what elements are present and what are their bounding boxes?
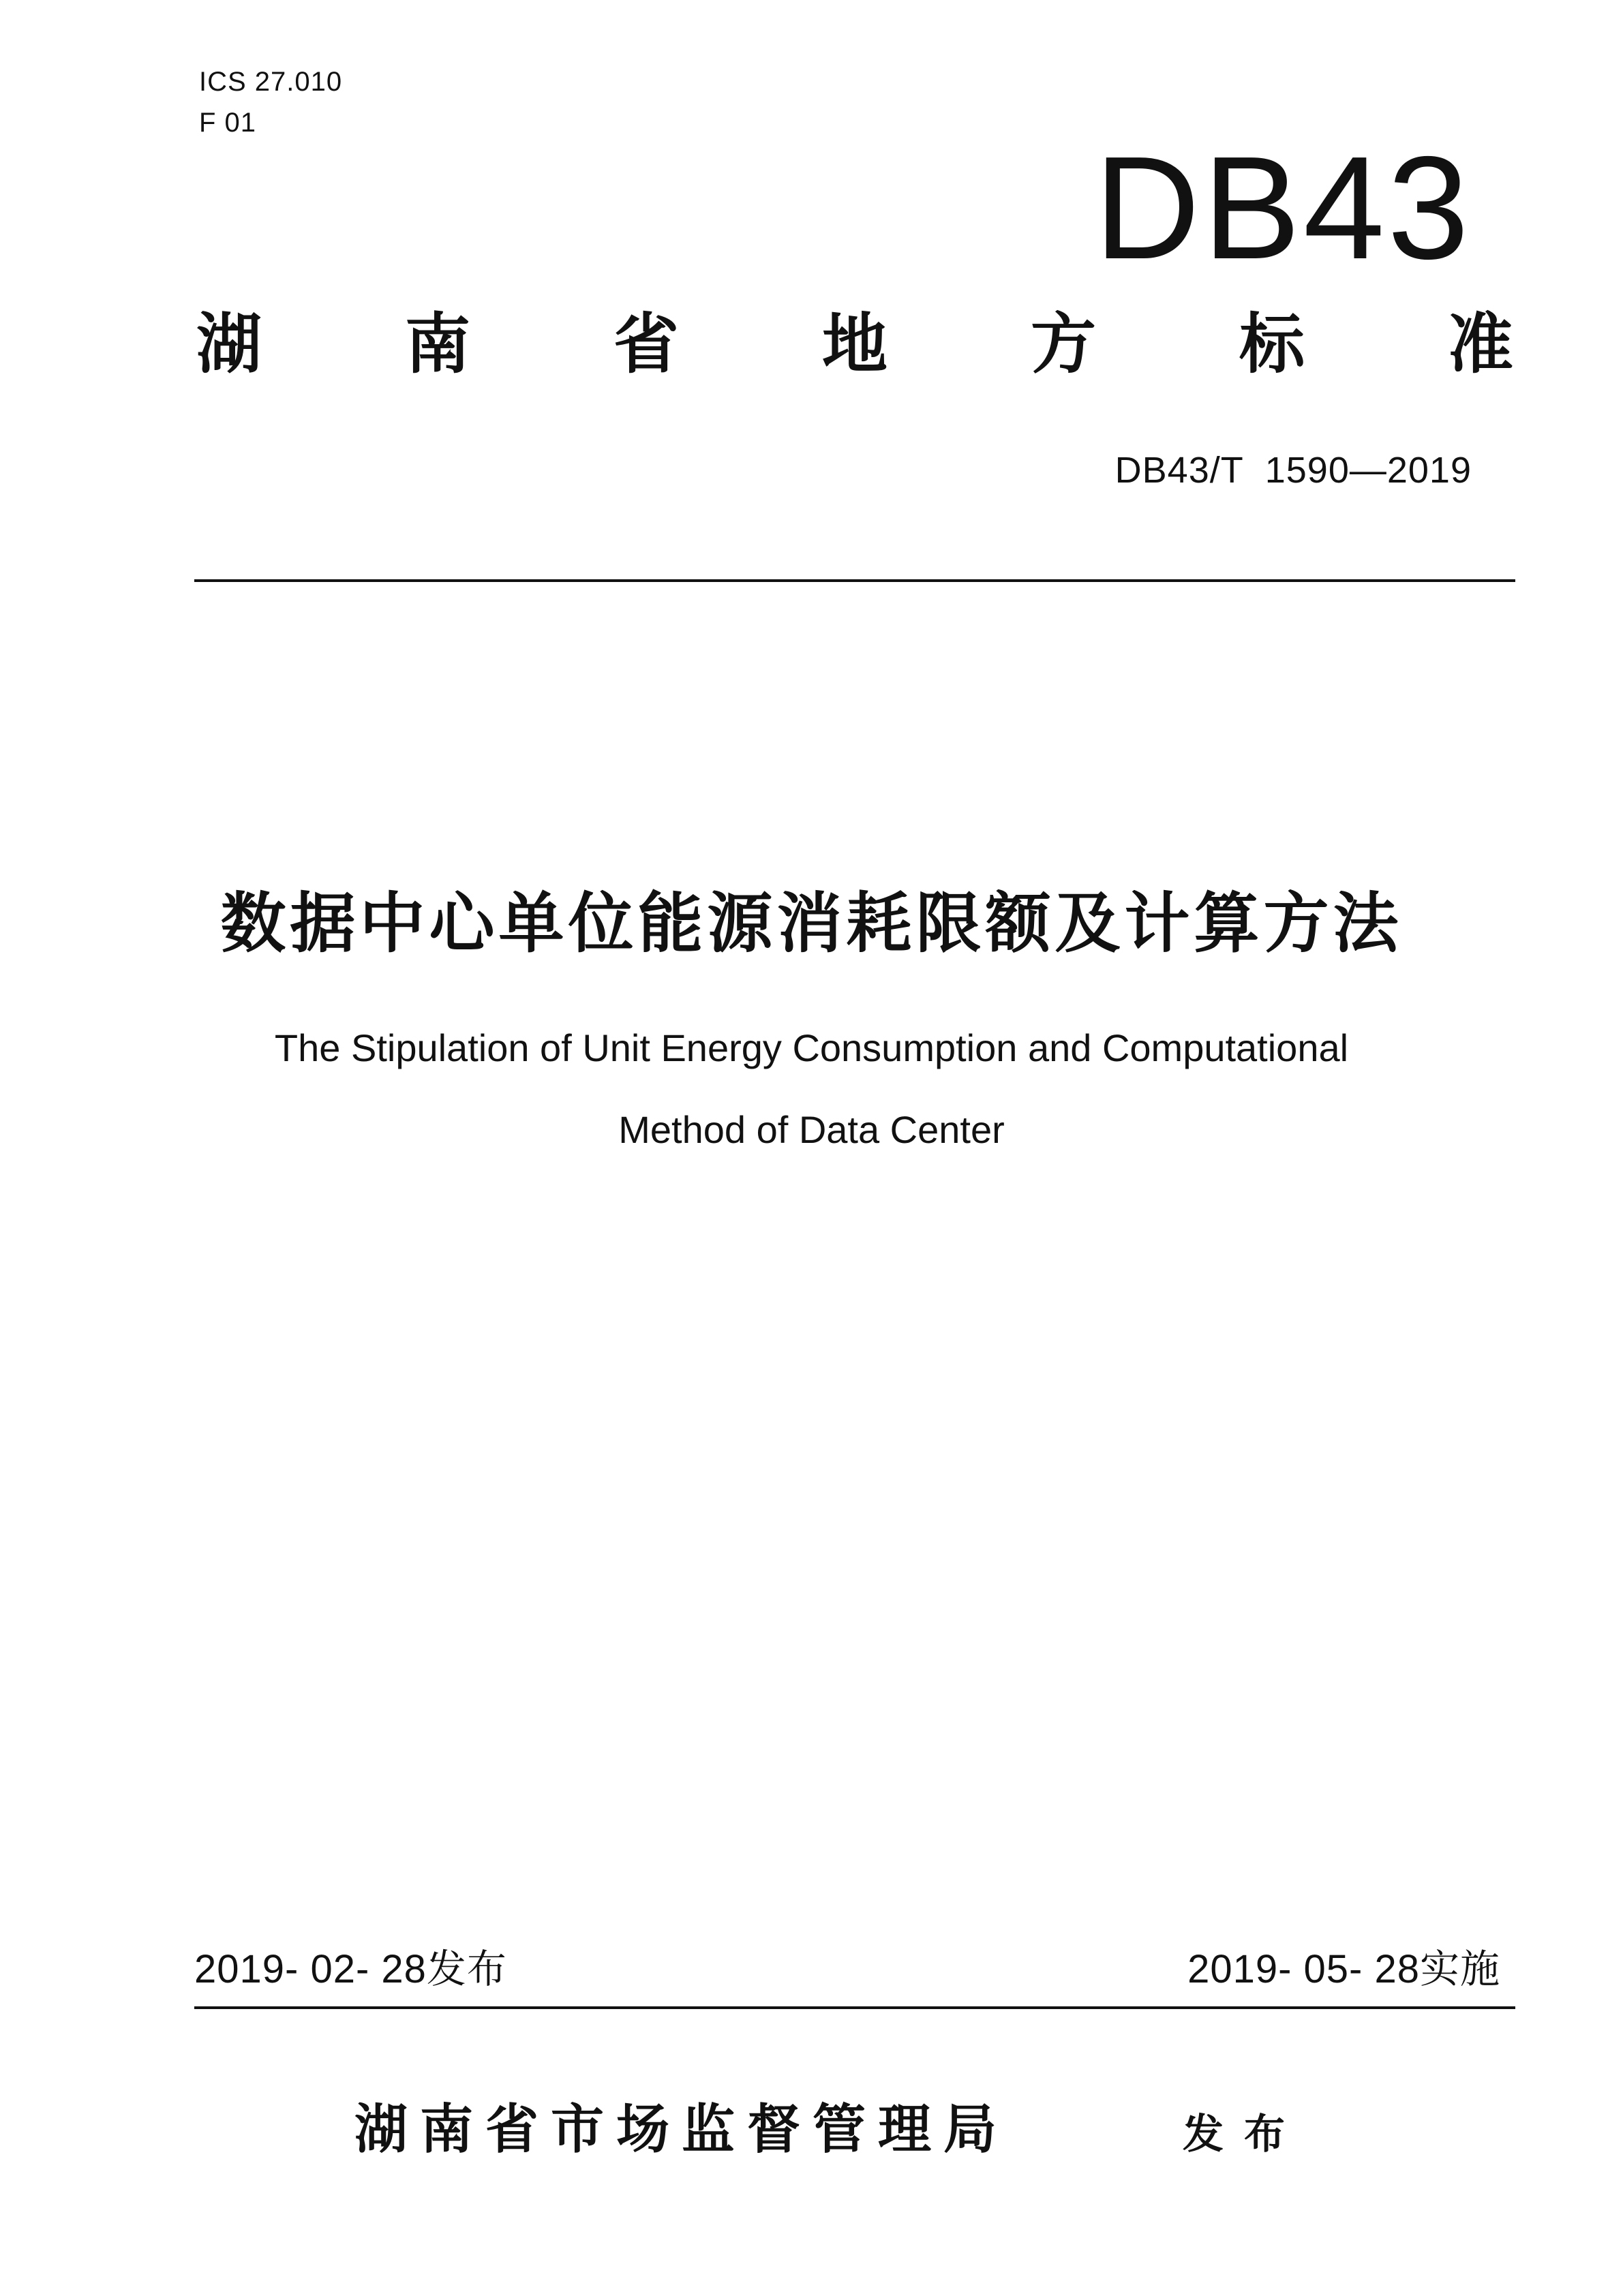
implementation-date: 2019- 05- 28实施 [1187, 1947, 1500, 1991]
title-chinese: 数据中心单位能源消耗限额及计算方法 [220, 885, 1403, 962]
title-english-line-2: Method of Data Center [618, 1108, 1005, 1151]
issue-date: 2019- 02- 28发布 [194, 1947, 507, 1991]
standard-type-char: 地 [822, 306, 888, 382]
bottom-divider [194, 2006, 1515, 2009]
standard-type-char: 标 [1239, 306, 1305, 382]
db-mark: DB43 [1094, 125, 1472, 290]
top-divider [194, 579, 1515, 582]
standard-type-char: 省 [613, 306, 679, 382]
ccs-code: F 01 [199, 108, 257, 138]
standard-type [196, 303, 1513, 385]
publisher-name: 湖南省市场监督管理局 [354, 2099, 1010, 2160]
standard-type-char: 南 [405, 306, 470, 382]
ics-code: ICS 27.010 [199, 67, 343, 97]
publish-label: 发布 [1183, 2111, 1305, 2158]
standard-type-char: 方 [1031, 306, 1096, 382]
title-english-line-1: The Stipulation of Unit Energy Consumption and Computational [274, 1026, 1349, 1069]
standard-number: DB43/T 1590—2019 [1114, 450, 1472, 491]
standard-type-char: 准 [1448, 306, 1513, 382]
standard-type-char: 湖 [196, 306, 262, 382]
